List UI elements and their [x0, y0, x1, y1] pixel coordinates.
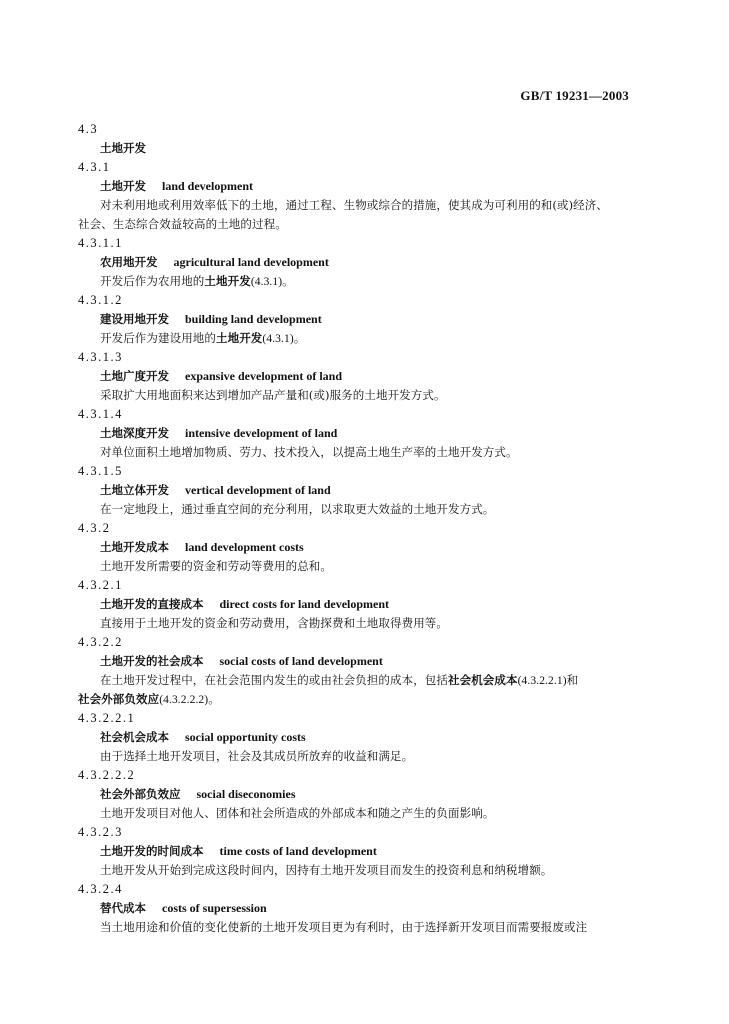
definition-text: 。 — [293, 331, 306, 345]
section-title: 土地开发 — [100, 141, 146, 155]
term-en: time costs of land development — [219, 844, 377, 858]
clause-number: 4.3.2 — [78, 521, 111, 535]
definition: 土地开发从开始到完成这段时间内，因持有土地开发项目而发生的投资利息和纳税增额。 — [100, 863, 553, 877]
term-en: expansive development of land — [185, 369, 343, 383]
term-cn: 土地开发的直接成本 — [100, 597, 204, 611]
definition: 由于选择土地开发项目，社会及其成员所放弃的收益和满足。 — [100, 749, 414, 763]
clause-number: 4.3.1.1 — [78, 236, 123, 250]
term-en: vertical development of land — [185, 483, 331, 497]
term-line — [78, 652, 638, 671]
standard-code: GB/T 19231—2003 — [520, 88, 629, 103]
definition-text: 开发后作为农用地的 — [100, 274, 205, 288]
clause-number: 4.3.1.4 — [78, 407, 123, 421]
term-line — [78, 538, 638, 557]
reference-number: (4.3.1) — [262, 333, 294, 345]
term-en: social diseconomies — [196, 787, 296, 801]
term-en: intensive development of land — [185, 426, 338, 440]
term-cn: 土地立体开发 — [100, 483, 169, 497]
term-reference: 社会机会成本 — [448, 673, 518, 687]
term-cn: 替代成本 — [100, 901, 146, 915]
term-en: land development costs — [185, 540, 304, 554]
term-line — [78, 253, 638, 272]
term-line — [78, 310, 638, 329]
term-cn: 土地开发的时间成本 — [100, 844, 204, 858]
term-reference: 土地开发 — [216, 331, 263, 345]
definition: 对未利用地或利用效率低下的土地，通过工程、生物或综合的措施，使其成为可利用的和(或)经济、 — [100, 198, 608, 212]
clause-number: 4.3 — [78, 122, 99, 136]
definition — [78, 671, 638, 690]
clause-number: 4.3.1.3 — [78, 350, 123, 364]
term-line — [78, 367, 638, 386]
term-cn: 土地广度开发 — [100, 369, 169, 383]
term-line — [78, 785, 638, 804]
definition: 土地开发项目对他人、团体和社会所造成的外部成本和随之产生的负面影响。 — [100, 806, 495, 820]
term-line — [78, 842, 638, 861]
clause-number: 4.3.1 — [78, 160, 111, 174]
definition: 土地开发所需要的资金和劳动等费用的总和。 — [100, 559, 332, 573]
clause-number: 4.3.2.2.2 — [78, 768, 136, 782]
term-line — [78, 728, 638, 747]
term-en: agricultural land development — [173, 255, 329, 269]
definition-continued: 社会、生态综合效益较高的土地的过程。 — [78, 217, 287, 231]
term-cn: 土地开发 — [100, 179, 146, 193]
document-body — [78, 120, 638, 937]
clause-number: 4.3.2.3 — [78, 825, 123, 839]
term-en: building land development — [185, 312, 322, 326]
term-reference: 土地开发 — [204, 274, 251, 288]
clause-number: 4.3.1.5 — [78, 464, 123, 478]
definition-text: 。 — [282, 274, 294, 288]
clause-number: 4.3.1.2 — [78, 293, 123, 307]
term-en: costs of supersession — [162, 901, 267, 915]
definition: 当土地用途和价值的变化使新的土地开发项目更为有利时，由于选择新开发项目而需要报废或注 — [100, 920, 588, 934]
term-line — [78, 177, 638, 196]
term-line — [78, 595, 638, 614]
term-cn: 土地开发的社会成本 — [100, 654, 204, 668]
clause-number: 4.3.2.2.1 — [78, 711, 136, 725]
reference-number: (4.3.2.2.1) — [517, 675, 567, 687]
clause-number: 4.3.2.2 — [78, 635, 123, 649]
definition-text: 开发后作为建设用地的 — [100, 331, 216, 345]
definition-text: 和 — [566, 673, 579, 687]
definition: 对单位面积土地增加物质、劳力、技术投入，以提高土地生产率的土地开发方式。 — [100, 445, 518, 459]
term-cn: 建设用地开发 — [100, 312, 169, 326]
definition-text: 。 — [208, 692, 220, 706]
term-cn: 社会机会成本 — [100, 730, 169, 744]
definition: 在一定地段上，通过垂直空间的充分利用，以求取更大效益的土地开发方式。 — [100, 502, 495, 516]
definition — [78, 329, 638, 348]
term-en: direct costs for land development — [219, 597, 390, 611]
reference-number: (4.3.2.2.2) — [159, 694, 209, 706]
term-cn: 土地开发成本 — [100, 540, 169, 554]
clause-number: 4.3.2.4 — [78, 882, 123, 896]
term-line — [78, 424, 638, 443]
term-cn: 农用地开发 — [100, 255, 158, 269]
definition — [78, 272, 638, 291]
term-en: land development — [162, 179, 254, 193]
definition-text: 在土地开发过程中，在社会范围内发生的或由社会负担的成本，包括 — [100, 673, 448, 687]
definition: 采取扩大用地面积来达到增加产品产量和(或)服务的土地开发方式。 — [100, 388, 446, 402]
reference-number: (4.3.1) — [250, 276, 283, 288]
clause-number: 4.3.2.1 — [78, 578, 123, 592]
term-line — [78, 899, 638, 918]
definition-continued — [78, 690, 638, 709]
term-line — [78, 481, 638, 500]
term-cn: 社会外部负效应 — [100, 787, 181, 801]
definition: 直接用于土地开发的资金和劳动费用，含勘探费和土地取得费用等。 — [100, 616, 448, 630]
term-en: social opportunity costs — [185, 730, 306, 744]
term-en: social costs of land development — [219, 654, 383, 668]
term-reference: 社会外部负效应 — [78, 692, 160, 706]
term-cn: 土地深度开发 — [100, 426, 169, 440]
